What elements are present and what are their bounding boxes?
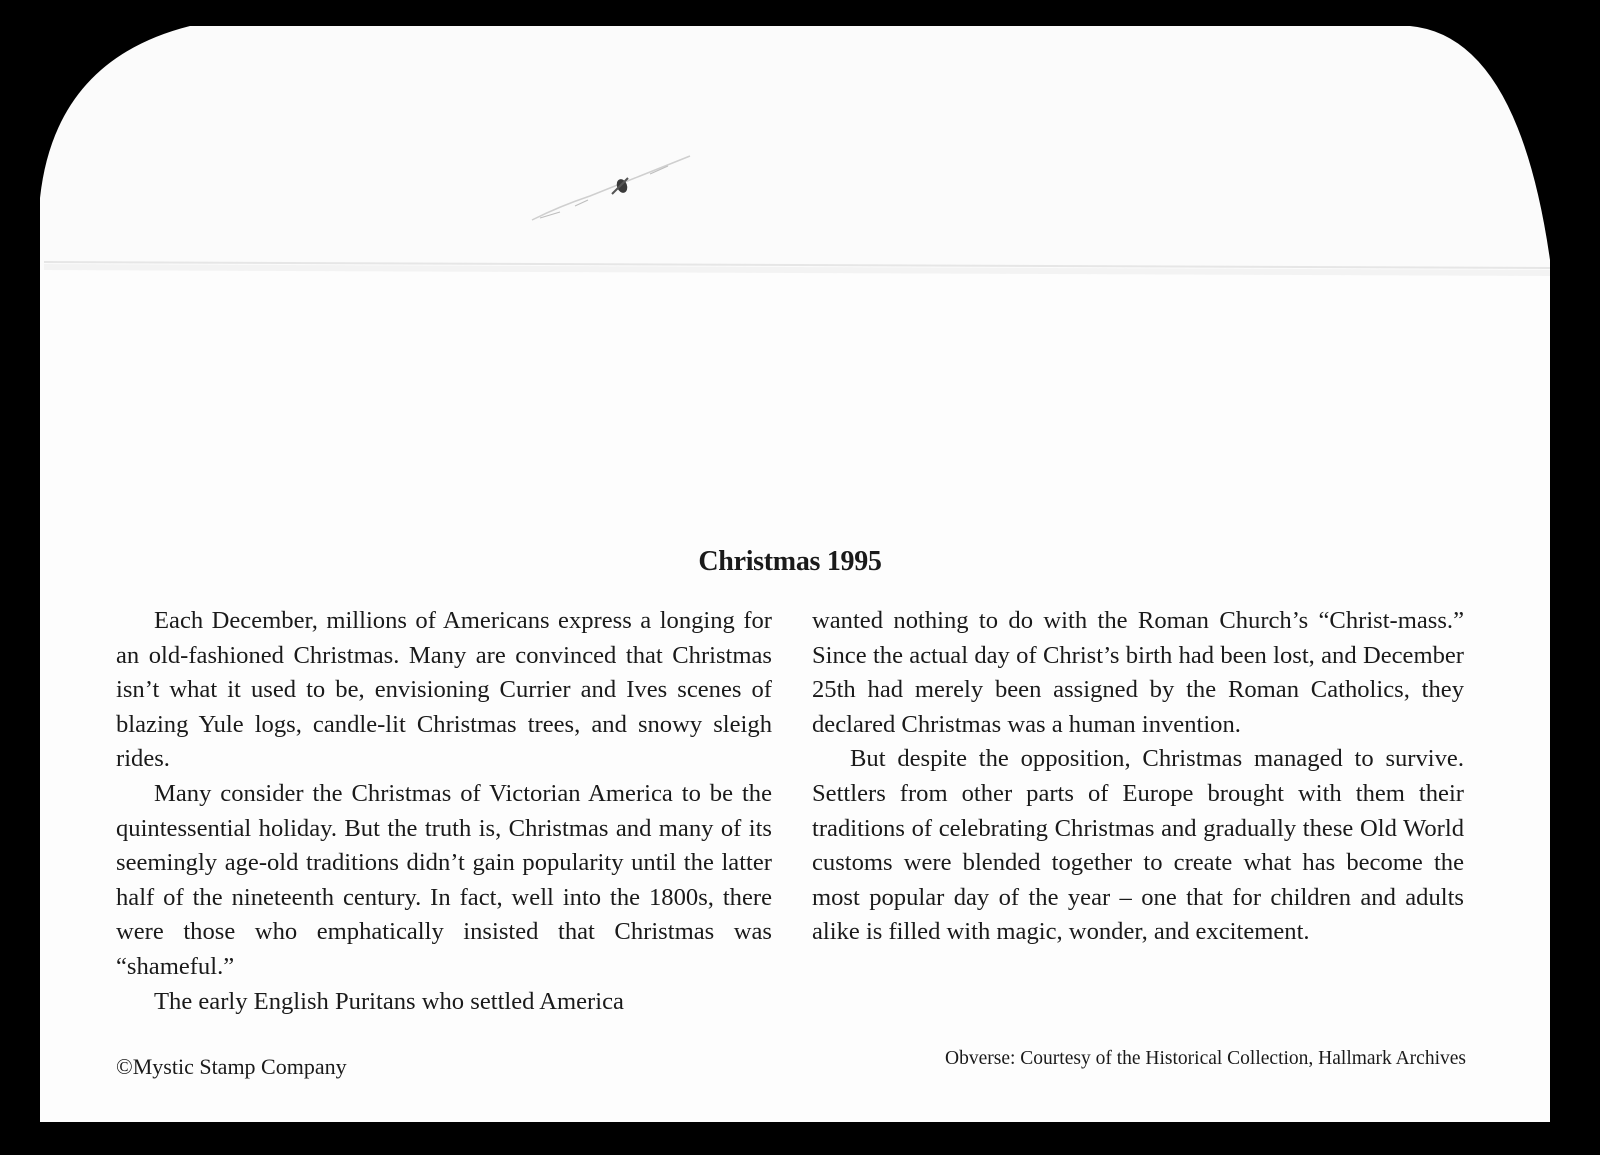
paragraph: Each December, millions of Americans express a longing for an old-fashioned Christmas. Many are convinced that Christmas isn’t what it used to be, envisioning Currier and Ives scenes of blazing Yule logs, candle-lit Christmas trees, and snowy sleigh rides. — [116, 607, 772, 773]
copyright-notice: ©Mystic Stamp Company — [116, 1054, 347, 1079]
right-text-column — [812, 604, 1464, 950]
paragraph: wanted nothing to do with the Roman Church’s “Christ-mass.” Since the actual day of Christ’s birth had been lost, and December 25th had merely been assigned by the Roman Catholics, they declared Christmas was a human invention. — [812, 607, 1464, 738]
envelope-flap — [40, 26, 1550, 270]
left-text-column — [116, 604, 772, 1019]
paragraph: But despite the opposition, Christmas managed to survive. Settlers from other parts of Europe brought with them their traditions of celebrating Christmas and gradually these Old World customs were blended together to create what has become the most popular day of the year – one that for children and adults alike is filled with magic, wonder, and excitement. — [812, 745, 1464, 946]
paragraph: The early English Puritans who settled America — [154, 987, 624, 1015]
document-title: Christmas 1995 — [698, 546, 882, 577]
obverse-credit: Obverse: Courtesy of the Historical Collection, Hallmark Archives — [945, 1048, 1466, 1069]
paragraph: Many consider the Christmas of Victorian America to be the quintessential holiday. But the truth is, Christmas and many of its seemingly age-old traditions didn’t gain popularity until the latter half of the nineteenth century. In fact, well into the 1800s, there were those who emphatically insisted that Christmas was “shameful.” — [116, 779, 772, 980]
